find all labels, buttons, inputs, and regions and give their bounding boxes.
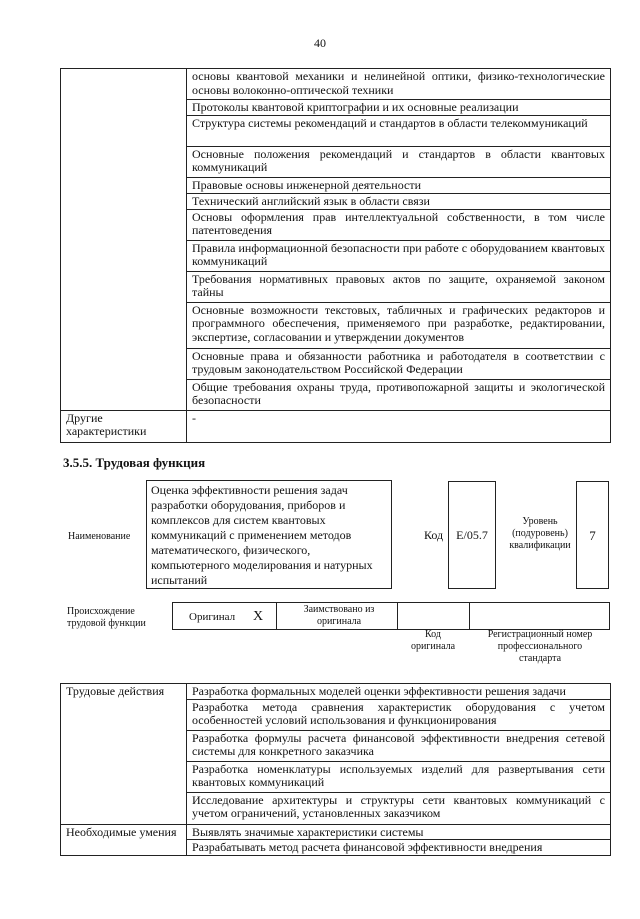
origin-row [172,602,610,630]
skill-item: Выявлять значимые характеристики системы [187,824,611,840]
knowledge-table [60,68,611,443]
knowledge-item: Правовые основы инженерной деятельности [187,177,611,193]
level-box [576,481,609,589]
knowledge-item: Основные возможности текстовых, табличных и графических редакторов и программного обеспечения, применяемого при разработке, редактировании, экспертизе, согласовании и утверждении документов [187,302,611,348]
divider [469,603,470,629]
knowledge-item: основы квантовой механики и нелинейной оптики, физико-технологические основы волоконно-оптической техники [187,69,611,100]
knowledge-item: Общие требования охраны труда, противопожарной защиты и экологической безопасности [187,379,611,410]
name-label: Наименование [68,531,131,542]
code-value: E/05.7 [456,528,488,542]
divider [276,603,277,629]
skill-item: Разрабатывать метод расчета финансовой эффективности внедрения [187,840,611,856]
original-label: Оригинал [189,611,236,623]
labor-action-item: Исследование архитектуры и структуры сети квантовых коммуникаций с учетом ограничений, установленных заказчиком [187,792,611,824]
knowledge-item: Основные положения рекомендаций и стандартов в области квантовых коммуникаций [187,146,611,177]
knowledge-item: Требования нормативных правовых актов по защите, охраняемой законом тайны [187,271,611,302]
knowledge-item: Правила информационной безопасности при работе с оборудованием квантовых коммуникаций [187,240,611,271]
knowledge-item: Структура системы рекомендаций и стандартов в области телекоммуникаций [187,115,611,146]
function-name-value: Оценка эффективности решения задач разработки оборудования, приборов и комплексов для систем квантовых коммуникаций с применением методов математического, физического, компьютерного моделирования и натурных испытаний [151,483,373,587]
level-value: 7 [589,528,596,543]
knowledge-item: Протоколы квантовой криптографии и их основные реализации [187,100,611,116]
knowledge-item: Технический английский язык в области связи [187,193,611,209]
borrowed-label: Заимствовано из оригинала [303,604,375,627]
page-number: 40 [314,36,326,50]
labor-actions-label: Трудовые действия [61,684,187,825]
knowledge-label-cell [61,69,187,411]
code-box [448,481,496,589]
other-characteristics-value: - [187,410,611,442]
registration-number-caption: Регистрационный номер профессионального стандарта [487,629,593,664]
code-label: Код [424,528,444,542]
origin-label: Происхождение трудовой функции [67,606,146,629]
labor-action-item: Разработка метода сравнения характеристик оборудования с учетом особенностей условий использования и функционирования [187,699,611,730]
original-mark: X [253,609,264,624]
knowledge-item: Основные права и обязанности работника и работодателя в соответствии с трудовым законодательством Российской Федерации [187,348,611,379]
labor-action-item: Разработка формальных моделей оценки эффективности решения задачи [187,684,611,700]
labor-action-item: Разработка номенклатуры используемых изделий для развертывания сети квантовых коммуникаций [187,761,611,792]
divider [397,603,398,629]
labor-action-item: Разработка формулы расчета финансовой эффективности внедрения сетевой системы для конкретного заказчика [187,730,611,761]
level-label: Уровень (подуровень) квалификации [509,516,571,551]
required-skills-label: Необходимые умения [61,824,187,856]
section-title: 3.5.5. Трудовая функция [63,455,206,470]
other-characteristics-label: Другие характеристики [61,410,187,442]
code-of-original-caption: Код оригинала [410,629,456,652]
function-name-box [146,480,392,589]
knowledge-item: Основы оформления прав интеллектуальной собственности, в том числе патентоведения [187,209,611,240]
labor-actions-table [60,683,611,856]
